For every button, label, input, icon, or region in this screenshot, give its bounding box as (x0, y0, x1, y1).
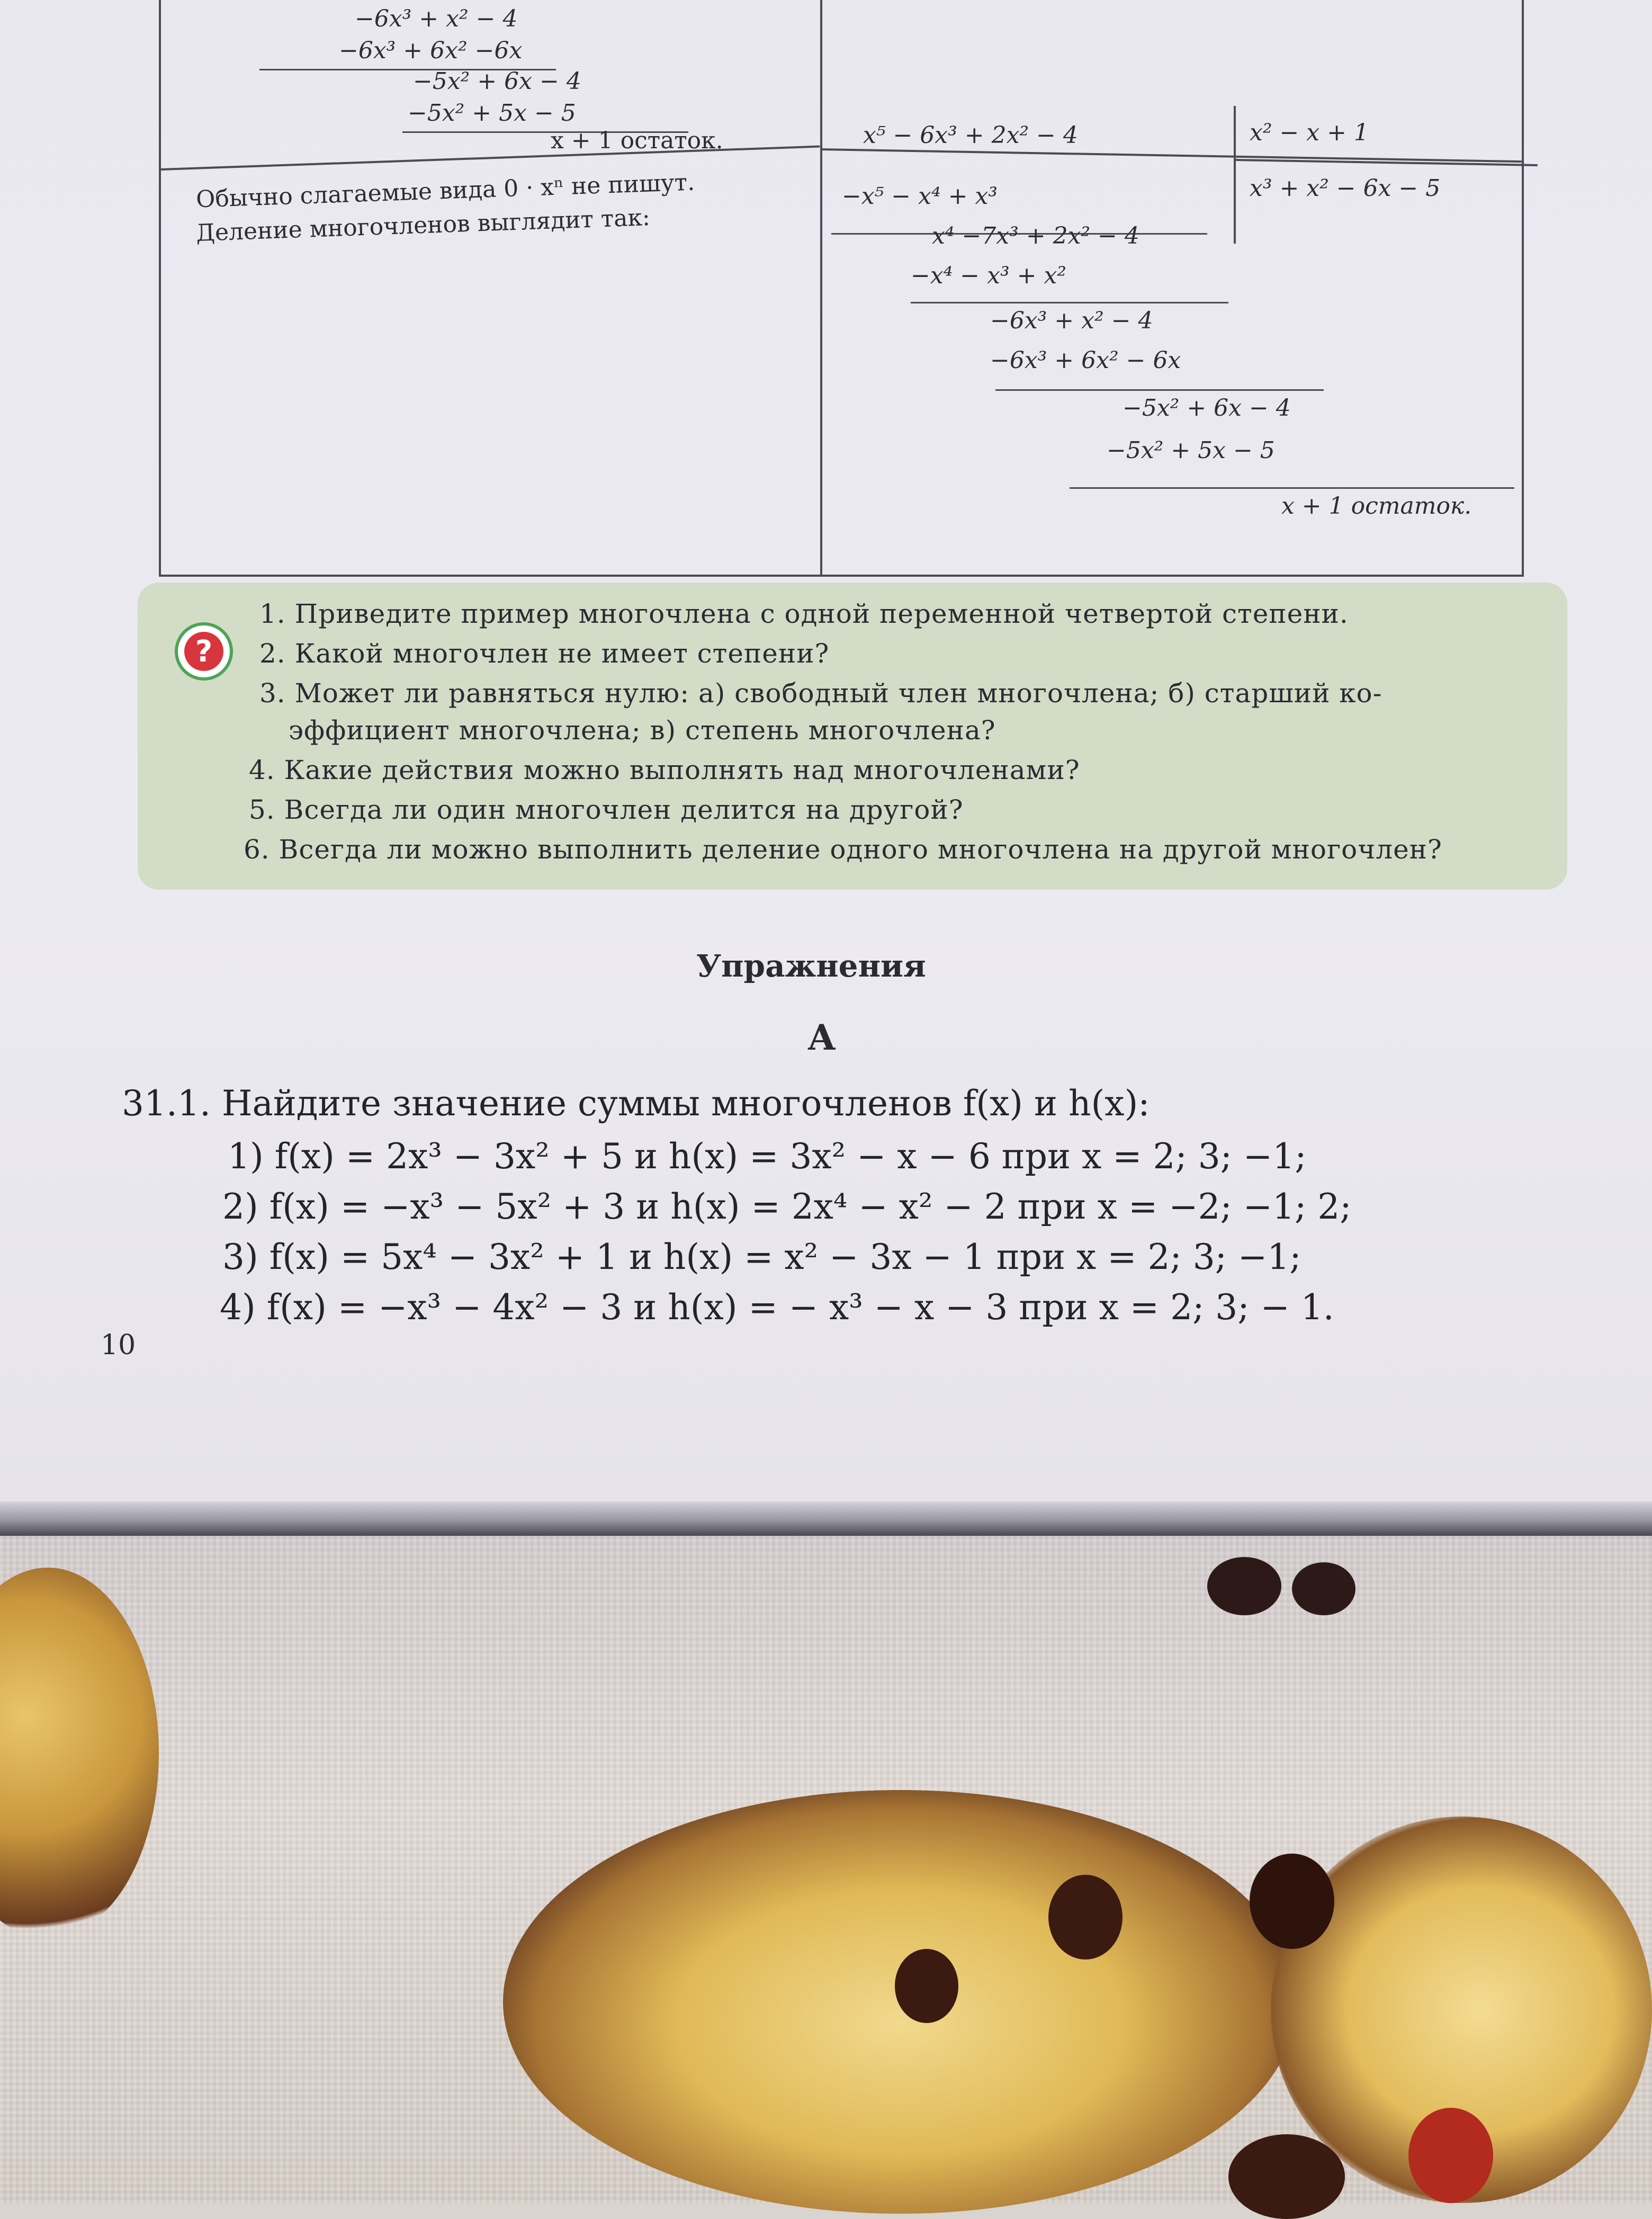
question-item: 2. Какой многочлен не имеет степени? (259, 638, 830, 669)
division-step: −6x³ + 6x² − 6x (990, 347, 1181, 374)
exercise-task: 31.1. Найдите значение суммы многочленов f(x) и h(x): (122, 1083, 1150, 1124)
division-line: −5x² + 5x − 5 (408, 100, 576, 127)
wing-spot (1048, 1875, 1123, 1959)
question-item: 1. Приведите пример многочлена с одной переменной четвертой степени. (259, 598, 1349, 629)
flower-print (1292, 1562, 1355, 1615)
question-item: 6. Всегда ли можно выполнить деление одного многочлена на другой многочлен? (244, 834, 1442, 865)
division-step: −x⁴ − x³ + x² (911, 262, 1066, 289)
division-step: −6x³ + x² − 4 (990, 307, 1153, 334)
exercise-item: 3) f(x) = 5x⁴ − 3x² + 1 и h(x) = x² − 3x − 1 при x = 2; 3; −1; (222, 1237, 1301, 1277)
dividend: x⁵ − 6x³ + 2x² − 4 (863, 122, 1078, 149)
wing-spot (1250, 1854, 1334, 1949)
table-divider (820, 0, 822, 575)
table-row-divider-right (820, 148, 1522, 163)
butterfly-wing (0, 1568, 159, 1938)
division-line: −6x³ + x² − 4 (355, 5, 518, 32)
division-remainder: x + 1 остаток. (551, 127, 723, 154)
exercises-heading: Упражнения (696, 948, 926, 984)
quotient: x³ + x² − 6x − 5 (1250, 175, 1441, 202)
division-rule (1070, 487, 1514, 489)
page-edge (0, 1501, 1652, 1538)
exercise-group-label: А (807, 1017, 836, 1058)
question-icon: ? (175, 622, 233, 681)
division-step: −x⁵ − x⁴ + x³ (842, 183, 998, 210)
wing-spot (1228, 2134, 1345, 2219)
note-line-1: Обычно слагаемые вида 0 · xⁿ не пишут. (195, 168, 695, 213)
division-step: x⁴ −7x³ + 2x² − 4 (932, 222, 1139, 249)
wing-spot (1408, 2108, 1493, 2203)
divisor: x² − x + 1 (1250, 119, 1369, 146)
flower-print (1207, 1557, 1281, 1615)
question-item: эффициент многочлена; в) степень многочлена? (289, 715, 996, 746)
division-step: −5x² + 6x − 4 (1123, 395, 1291, 422)
exercise-item: 2) f(x) = −x³ − 5x² + 3 и h(x) = 2x⁴ − x² − 2 при x = −2; −1; 2; (222, 1186, 1352, 1227)
page-number: 10 (101, 1329, 136, 1361)
division-table (159, 0, 1524, 577)
exercise-item: 1) f(x) = 2x³ − 3x² + 5 и h(x) = 3x² − x − 6 при x = 2; 3; −1; (228, 1136, 1307, 1177)
division-rule (911, 302, 1228, 303)
exercise-item: 4) f(x) = −x³ − 4x² − 3 и h(x) = − x³ − x − 3 при x = 2; 3; − 1. (220, 1287, 1334, 1328)
fabric-background (0, 1536, 1652, 2203)
division-step: −5x² + 5x − 5 (1107, 437, 1275, 464)
division-bar (1234, 106, 1236, 244)
question-item: 3. Может ли равняться нулю: а) свободный член многочлена; б) старший ко- (259, 678, 1382, 709)
division-rule (995, 389, 1324, 391)
division-remainder: x + 1 остаток. (1281, 493, 1472, 520)
division-line: −5x² + 6x − 4 (413, 68, 581, 95)
question-item: 4. Какие действия можно выполнять над многочленами? (249, 755, 1080, 785)
note-line-2: Деление многочленов выглядит так: (195, 204, 651, 247)
division-line: −6x³ + 6x² −6x (339, 37, 523, 64)
question-item: 5. Всегда ли один многочлен делится на другой? (249, 794, 964, 825)
wing-spot (895, 1949, 958, 2023)
